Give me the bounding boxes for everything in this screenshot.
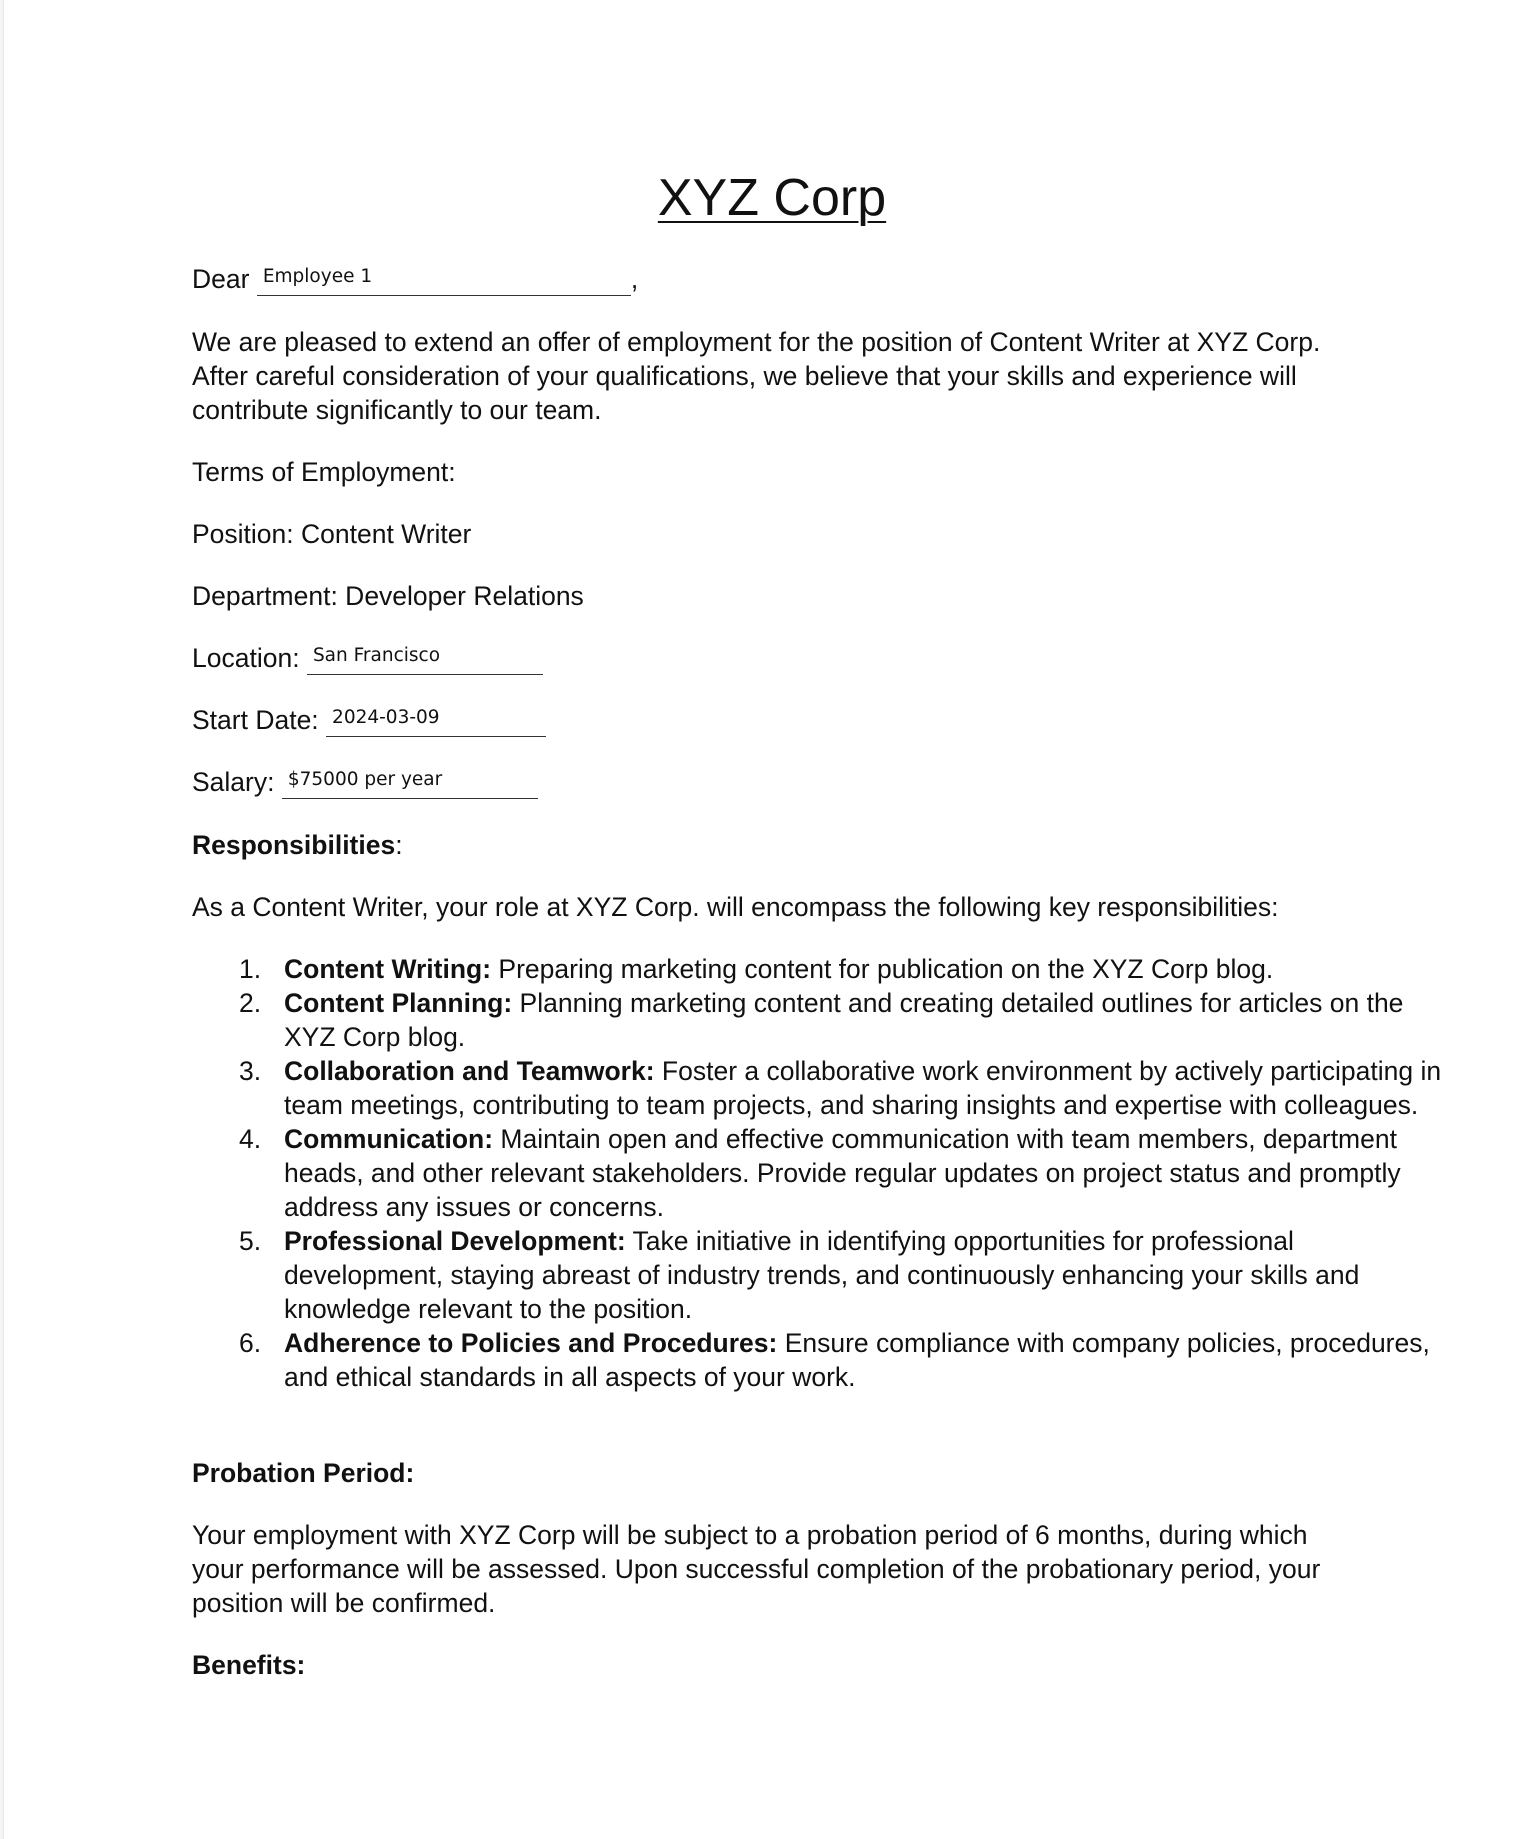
list-item-number: 6. bbox=[239, 1328, 262, 1358]
position-line: Position: Content Writer bbox=[192, 519, 472, 549]
terms-heading: Terms of Employment: bbox=[192, 457, 456, 487]
list-item-title: Adherence to Policies and Procedures: bbox=[284, 1328, 778, 1358]
responsibilities-list bbox=[192, 952, 1444, 1394]
list-item-number: 4. bbox=[239, 1124, 262, 1154]
list-item-text: Take initiative in identifying opportunities for professional development, staying abreast of industry trends, and continuously enhancing your skills and knowledge relevant to the position. bbox=[284, 1226, 1360, 1324]
list-item-number: 2. bbox=[239, 988, 262, 1018]
salutation bbox=[192, 262, 638, 296]
probation-paragraph: Your employment with XYZ Corp will be subject to a probation period of 6 months, during which your performance will be assessed. Upon successful completion of the probationary period, your position will be confirmed. bbox=[192, 1520, 1321, 1618]
department-line: Department: Developer Relations bbox=[192, 581, 584, 611]
location-field[interactable]: San Francisco bbox=[307, 645, 543, 675]
salary-field[interactable]: $75000 per year bbox=[282, 769, 538, 799]
recipient-name-field[interactable]: Employee 1 bbox=[257, 266, 631, 296]
location-label: Location: bbox=[192, 643, 300, 673]
list-item bbox=[239, 986, 1444, 1054]
start-date-field[interactable]: 2024-03-09 bbox=[326, 707, 546, 737]
responsibilities-heading-colon: : bbox=[395, 830, 403, 860]
list-item bbox=[239, 1224, 1444, 1326]
responsibilities-heading bbox=[192, 828, 403, 862]
list-item-title: Content Writing: bbox=[284, 954, 492, 984]
benefits-heading: Benefits: bbox=[192, 1650, 306, 1680]
list-item-text: Ensure compliance with company policies, procedures, and ethical standards in all aspects of your work. bbox=[284, 1328, 1430, 1392]
company-title: XYZ Corp bbox=[657, 169, 887, 227]
list-item-title: Collaboration and Teamwork: bbox=[284, 1056, 655, 1086]
list-item-number: 5. bbox=[239, 1226, 262, 1256]
document-page bbox=[3, 0, 1525, 1839]
probation-heading: Probation Period: bbox=[192, 1458, 415, 1488]
list-item-title: Content Planning: bbox=[284, 988, 513, 1018]
start-date-line bbox=[192, 703, 546, 737]
intro-paragraph: We are pleased to extend an offer of employment for the position of Content Writer at XYZ Corp. After careful consideration of your qualifications, we believe that your skills and experience will contribute significantly to our team. bbox=[192, 327, 1321, 425]
start-date-label: Start Date: bbox=[192, 705, 319, 735]
list-item-text: Preparing marketing content for publication on the XYZ Corp blog. bbox=[491, 954, 1274, 984]
salary-line bbox=[192, 765, 538, 799]
list-item-number: 3. bbox=[239, 1056, 262, 1086]
list-item bbox=[239, 952, 1444, 986]
list-item bbox=[239, 1326, 1444, 1394]
list-item-title: Professional Development: bbox=[284, 1226, 626, 1256]
salutation-suffix: , bbox=[630, 264, 639, 294]
responsibilities-heading-text: Responsibilities bbox=[192, 830, 396, 860]
list-item-title: Communication: bbox=[284, 1124, 494, 1154]
list-item-number: 1. bbox=[239, 954, 262, 984]
salutation-prefix: Dear bbox=[192, 264, 250, 294]
responsibilities-intro: As a Content Writer, your role at XYZ Corp. will encompass the following key responsibilities: bbox=[192, 892, 1279, 922]
list-item-text: Maintain open and effective communication with team members, department heads, and other relevant stakeholders. Provide regular updates on project status and promptly address any issues or concerns. bbox=[284, 1124, 1401, 1222]
salary-label: Salary: bbox=[192, 767, 275, 797]
list-item bbox=[239, 1122, 1444, 1224]
list-item bbox=[239, 1054, 1444, 1122]
list-item-text: Planning marketing content and creating detailed outlines for articles on the XYZ Corp blog. bbox=[284, 988, 1404, 1052]
location-line bbox=[192, 641, 543, 675]
list-item-text: Foster a collaborative work environment by actively participating in team meetings, contributing to team projects, and sharing insights and expertise with colleagues. bbox=[284, 1056, 1442, 1120]
